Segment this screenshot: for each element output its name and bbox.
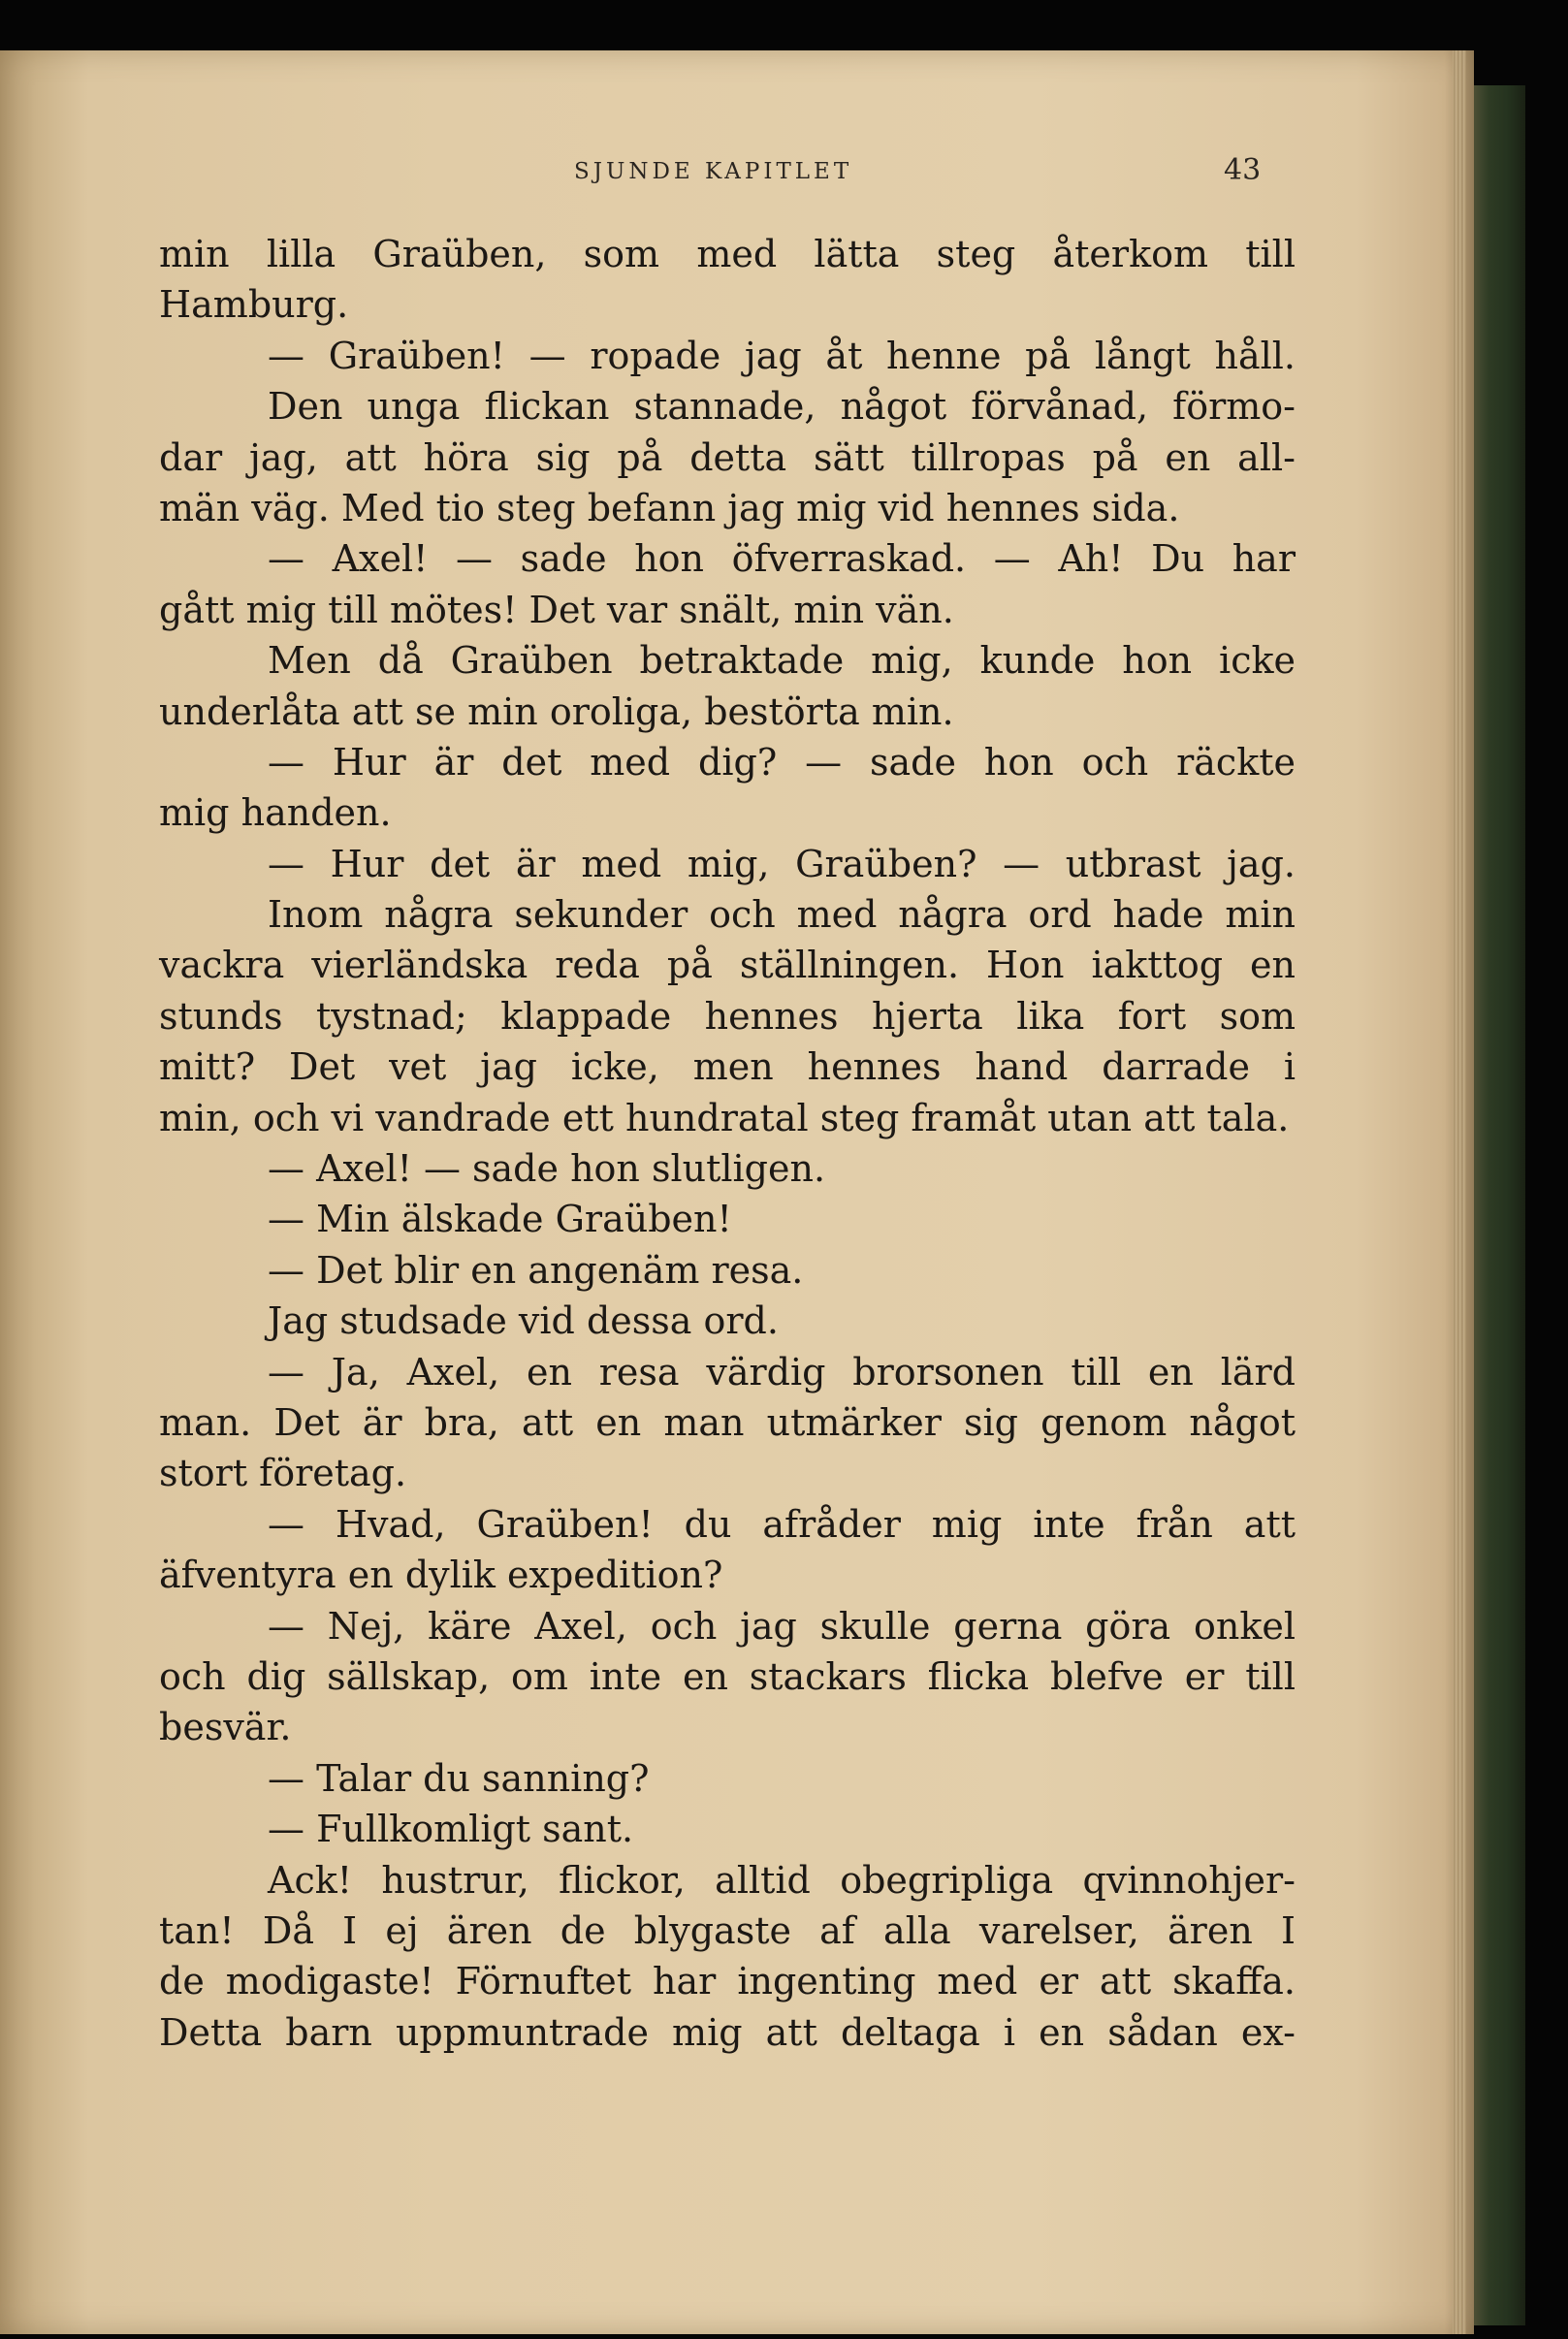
- page-edge: [1453, 50, 1466, 2334]
- text-line: äfventyra en dylik expedition?: [159, 1554, 723, 1597]
- text-line: besvär.: [159, 1706, 292, 1749]
- text-line: — Fullkomligt sant.: [268, 1808, 634, 1851]
- page-number: 43: [1224, 153, 1262, 187]
- text-line: — Axel! — sade hon öfverraskad. — Ah! Du har: [268, 537, 1296, 581]
- text-line: Hamburg.: [159, 283, 349, 327]
- text-line: stunds tystnad; klappade hennes hjerta lika fort som: [159, 994, 1296, 1038]
- text-line: — Talar du sanning?: [268, 1756, 650, 1800]
- chapter-title: SJUNDE KAPITLET: [574, 159, 853, 184]
- text-line: — Ja, Axel, en resa värdig brorsonen till en lärd: [268, 1350, 1296, 1394]
- text-line: min, och vi vandrade ett hundratal steg framåt utan att tala.: [159, 1096, 1290, 1139]
- text-line: mig handen.: [159, 791, 392, 835]
- text-line: — Hur det är med mig, Graüben? — utbrast jag.: [268, 842, 1296, 885]
- text-line: — Graüben! — ropade jag åt henne på långt håll.: [268, 334, 1296, 377]
- text-line: man. Det är bra, att en man utmärker sig genom något: [159, 1400, 1296, 1444]
- body-text: [159, 229, 1296, 2058]
- text-line: gått mig till mötes! Det var snält, min vän.: [159, 588, 954, 631]
- text-line: de modigaste! Förnuftet har ingenting med er att skaffa.: [159, 1960, 1296, 2003]
- text-line: Men då Graüben betraktade mig, kunde hon icke: [268, 639, 1296, 683]
- text-line: och dig sällskap, om inte en stackars flicka blefve er till: [159, 1654, 1296, 1698]
- text-line: — Det blir en angenäm resa.: [268, 1248, 804, 1292]
- text-line: — Hvad, Graüben! du afråder mig inte från att: [268, 1502, 1296, 1546]
- text-line: Jag studsade vid dessa ord.: [268, 1299, 779, 1343]
- text-line: — Hur är det med dig? — sade hon och räckte: [268, 740, 1296, 784]
- text-line: dar jag, att höra sig på detta sätt tillropas på en all-: [159, 435, 1296, 479]
- text-line: — Nej, käre Axel, och jag skulle gerna göra onkel: [268, 1604, 1296, 1648]
- text-line: — Min älskade Graüben!: [268, 1198, 732, 1241]
- text-line: min lilla Graüben, som med lätta steg återkom till: [159, 233, 1296, 275]
- text-line: Den unga flickan stannade, något förvånad, förmo-: [268, 385, 1296, 429]
- text-line: tan! Då I ej ären de blygaste af alla varelser, ären I: [159, 1908, 1296, 1952]
- running-head: [0, 153, 1474, 192]
- text-line: Detta barn uppmuntrade mig att deltaga i en sådan ex-: [159, 2010, 1296, 2054]
- text-line: stort företag.: [159, 1452, 407, 1495]
- text-line: män väg. Med tio steg befann jag mig vid hennes sida.: [159, 486, 1180, 529]
- text-line: underlåta att se min oroliga, bestörta min.: [159, 689, 954, 733]
- text-line: Inom några sekunder och med några ord hade min: [268, 893, 1296, 937]
- text-line: Ack! hustrur, flickor, alltid obegripliga qvinnohjer-: [268, 1858, 1296, 1902]
- text-line: — Axel! — sade hon slutligen.: [268, 1147, 826, 1191]
- text-line: mitt? Det vet jag icke, men hennes hand darrade i: [159, 1045, 1296, 1089]
- text-line: vackra vierländska reda på ställningen. Hon iakttog en: [159, 944, 1296, 987]
